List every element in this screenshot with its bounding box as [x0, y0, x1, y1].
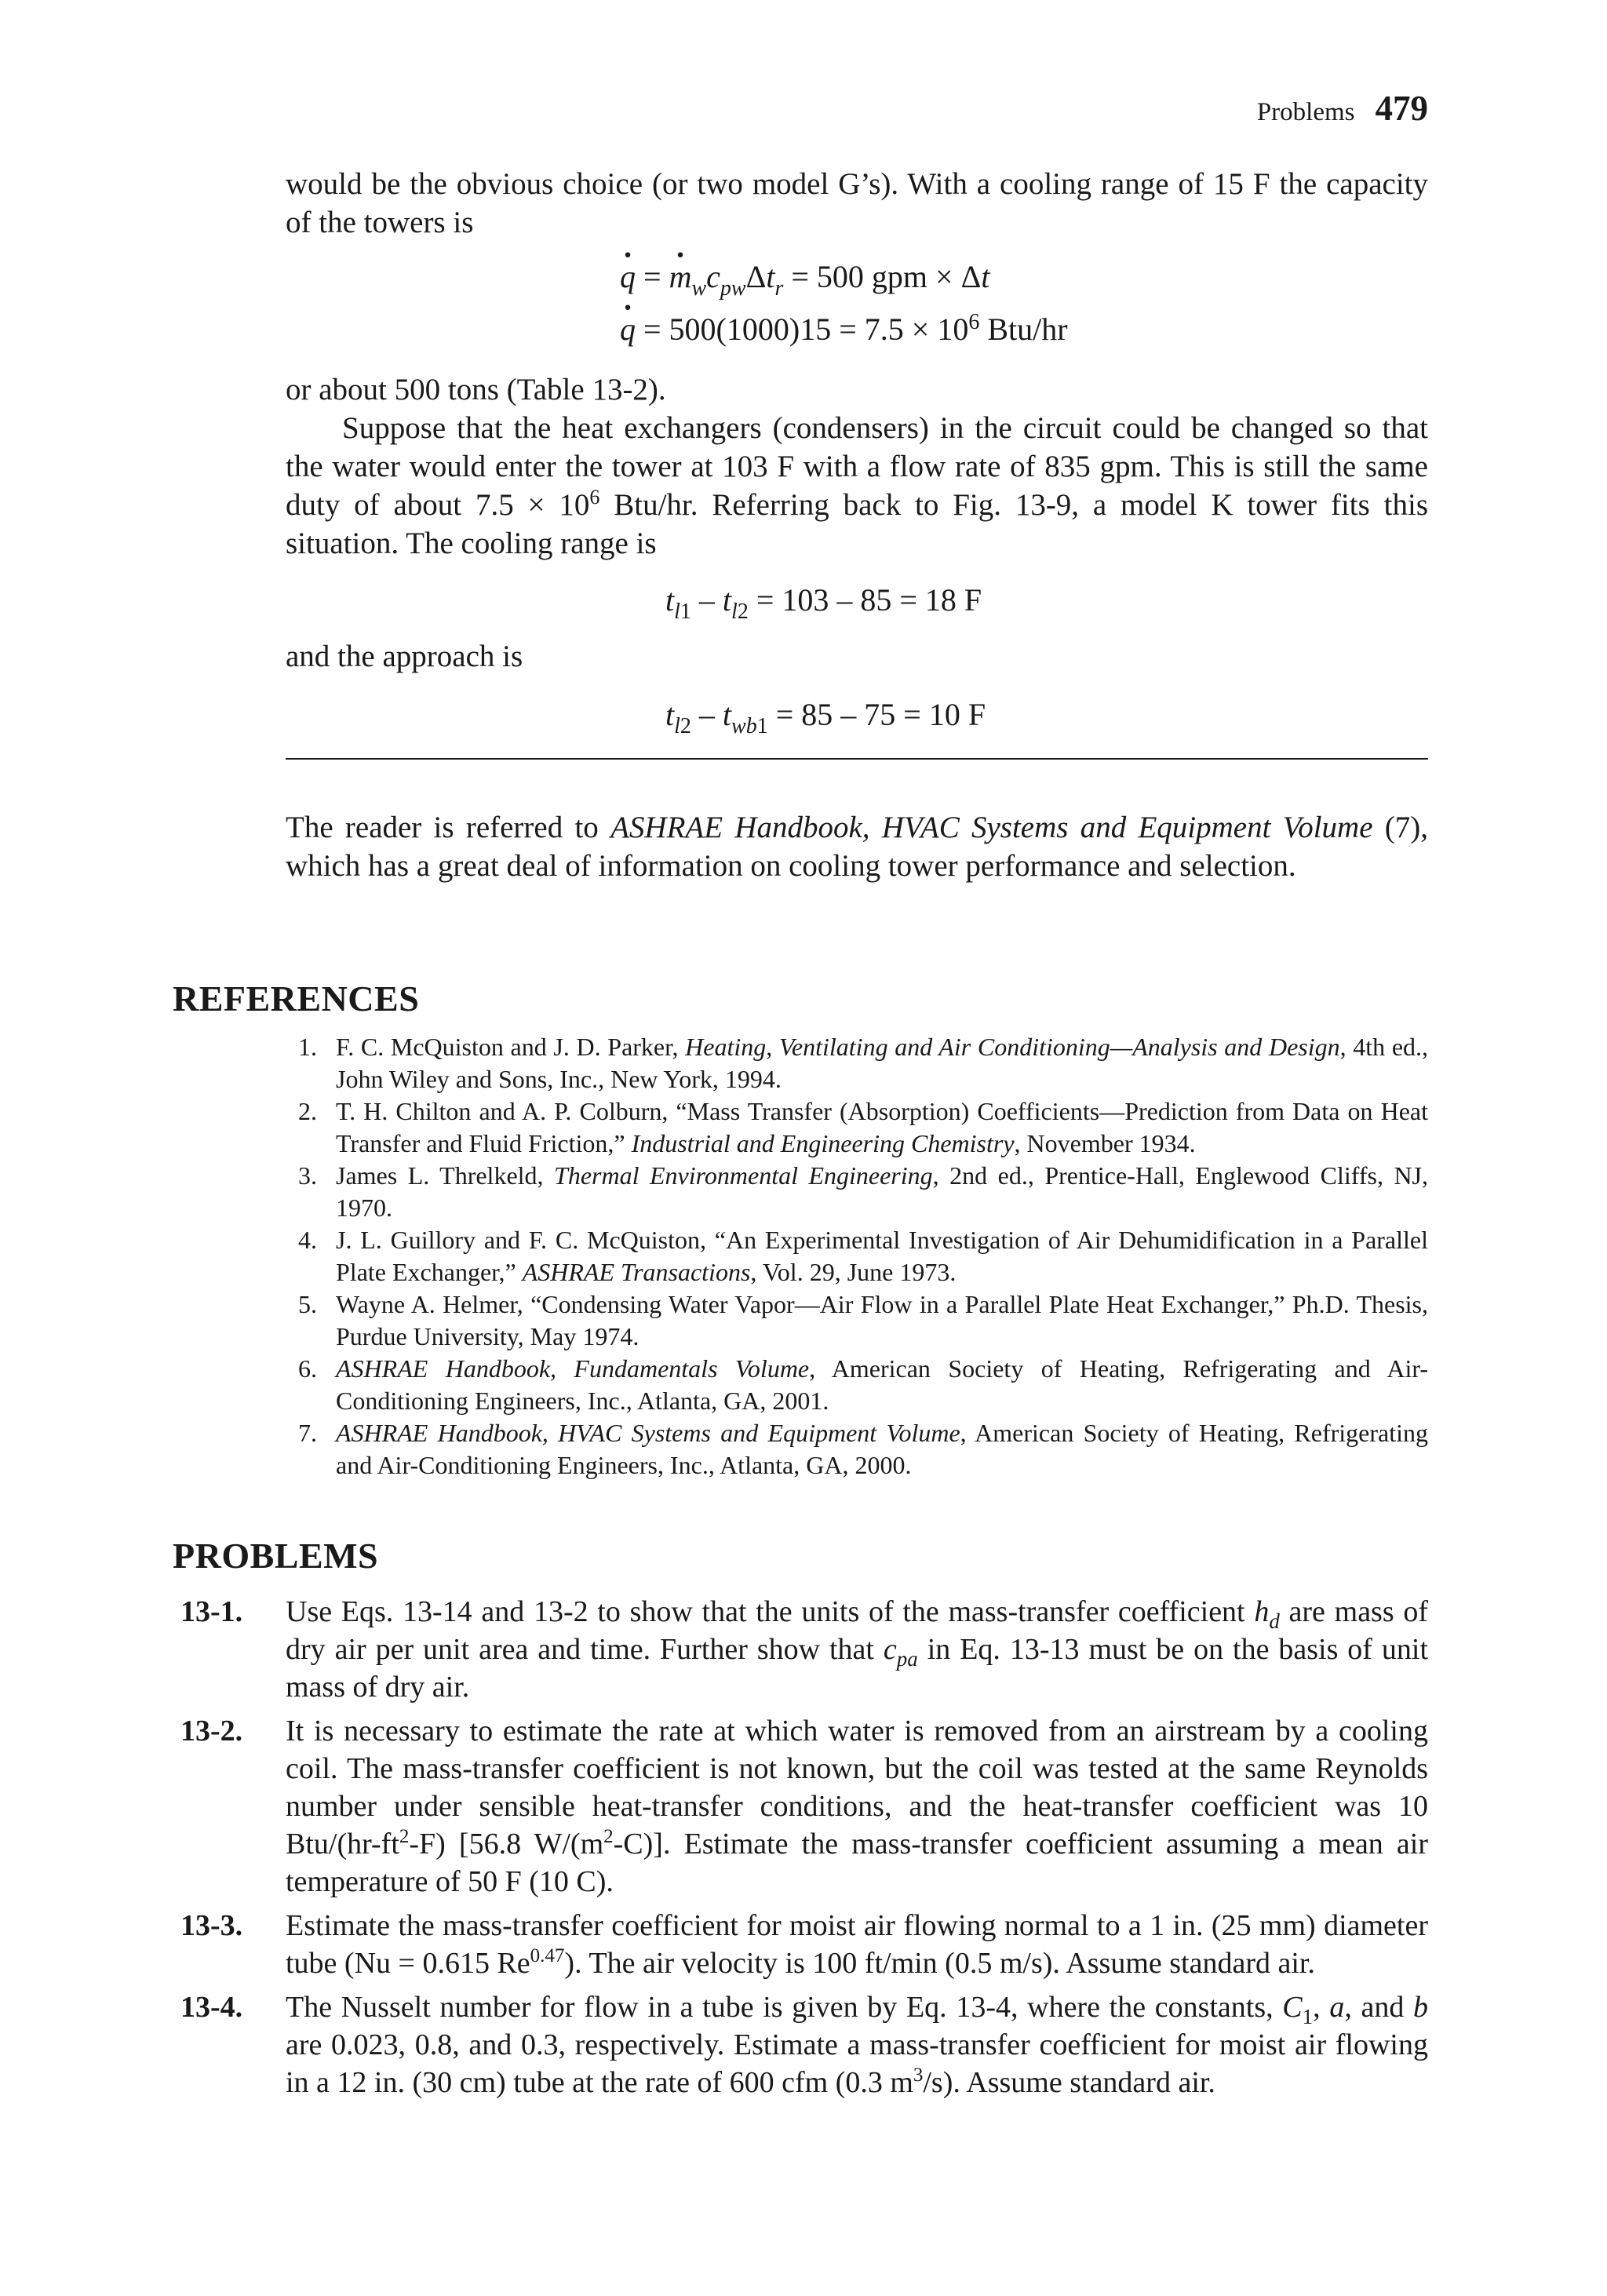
intro-paragraph-5	[286, 808, 1428, 885]
paragraph-text: Suppose that the heat exchangers (condensers) in the circuit could be changed so that the water would enter the tower at 103 F with a flow rate of 835 gpm. This is still the same duty of about $7.5 \times 10^6$ Btu/hr. Referring back to Fig. 13-9, a model K tower fits this situation. The cooling range is	[286, 411, 1428, 560]
reference-number: 6.	[298, 1354, 317, 1383]
problems-list	[173, 1593, 1428, 2108]
equation-capacity-1: q · = $m \cdot_wc_{pw}\Delta t_r = 500$ gpm × Δt	[620, 257, 989, 297]
intro-paragraph-2	[286, 370, 1428, 409]
running-head	[1177, 88, 1428, 129]
example-end-rule	[286, 758, 1428, 760]
problem-13-1: 13-1. Use Eqs. 13-14 and 13-2 to show that the units of the mass-transfer coefficient $h_d$ are mass of dry air per unit area and time. Further show that $c_{pa}$ in Eq. 13-13 must be on the basis of unit mass of dry air.	[173, 1593, 1428, 1706]
paragraph-text: would be the obvious choice (or two model G’s). With a cooling range of 15 F the capacity of the towers is	[286, 167, 1428, 239]
reference-item: 5. Wayne A. Helmer, “Condensing Water Vapor—Air Flow in a Parallel Plate Heat Exchanger,” Ph.D. Thesis, Purdue University, May 1974.	[298, 1290, 1428, 1350]
problem-number: 13-3.	[180, 1909, 243, 1942]
reference-number: 5.	[298, 1290, 317, 1318]
equation-capacity-2: q · = $500(1000)15 = 7.5 \times 10^6$ Btu/hr	[620, 310, 1068, 349]
reference-item: 4. J. L. Guillory and F. C. McQuiston, “An Experimental Investigation of Air Dehumidification in a Parallel Plate Exchanger,” ASHRAE Transactions, Vol. 29, June 1973.	[298, 1226, 1428, 1286]
reference-item: 6. ASHRAE Handbook, Fundamentals Volume, American Society of Heating, Refrigerating and Air-Conditioning Engineers, Inc., Atlanta, GA, 2001.	[298, 1354, 1428, 1415]
paragraph-text: or about 500 tons (Table 13-2).	[286, 373, 666, 406]
reference-number: 4.	[298, 1226, 317, 1254]
equation-cooling-range: $t_{l1} - t_{l2} = 103 - 85 = 18$ F	[665, 582, 982, 624]
page-number: 479	[1375, 89, 1428, 128]
problem-13-3: 13-3. Estimate the mass-transfer coefficient for moist air flowing normal to a 1 in. (25 mm) diameter tube (Nu = 0.615 $Re^{0.47}$). The air velocity is 100 ft/min (0.5 m/s). Assume standard air.	[173, 1907, 1428, 1982]
intro-paragraph-1	[286, 165, 1428, 242]
reference-item: 7. ASHRAE Handbook, HVAC Systems and Equipment Volume, American Society of Heating, Refrigerating and Air-Conditioning Engineers, Inc., Atlanta, GA, 2000.	[298, 1419, 1429, 1479]
paragraph-text: The reader is referred to ASHRAE Handbook, HVAC Systems and Equipment Volume (7), which has a great deal of information on cooling tower performance and selection.	[286, 811, 1429, 883]
reference-number: 7.	[298, 1419, 317, 1447]
problem-13-4: 13-4. The Nusselt number for flow in a tube is given by Eq. 13-4, where the constants, $C_1$, a, and b are 0.023, 0.8, and 0.3, respectively. Estimate a mass-transfer coefficient for moist air flowing in a 12 in. (30 cm) tube at the rate of 600 cfm (0.3 $m^3/s$). Assume standard air.	[173, 1988, 1428, 2101]
references-heading: REFERENCES	[173, 979, 420, 1019]
problems-heading: PROBLEMS	[173, 1536, 379, 1576]
reference-item: 3. James L. Threlkeld, Thermal Environmental Engineering, 2nd ed., Prentice-Hall, Englewood Cliffs, NJ, 1970.	[298, 1161, 1429, 1222]
problem-number: 13-2.	[180, 1715, 243, 1748]
reference-number: 2.	[298, 1097, 317, 1125]
problem-13-2: 13-2. It is necessary to estimate the rate at which water is removed from an airstream by a cooling coil. The mass-transfer coefficient is not known, but the coil was tested at the same Reynolds number under sensible heat-transfer conditions, and the heat-transfer coefficient was 10 Btu/$(hr-ft^2-F)$ [56.8 $W/(m^2-C)$]. Estimate the mass-transfer coefficient assuming a mean air temperature of 50 F (10 C).	[173, 1712, 1428, 1901]
intro-paragraph-4	[286, 637, 1428, 676]
equation-approach: $t_{l2} - t_{wb1} = 85 - 75 = 10$ F	[665, 697, 986, 738]
reference-number: 3.	[298, 1161, 317, 1190]
intro-paragraph-3	[286, 409, 1428, 563]
reference-item: 1. F. C. McQuiston and J. D. Parker, Heating, Ventilating and Air Conditioning—Analysis and Design, 4th ed., John Wiley and Sons, Inc., New York, 1994.	[298, 1033, 1429, 1093]
running-head-title: Problems	[1256, 98, 1355, 126]
reference-item: 2. T. H. Chilton and A. P. Colburn, “Mass Transfer (Absorption) Coefficients—Prediction from Data on Heat Transfer and Fluid Friction,” Industrial and Engineering Chemistry, November 1934.	[298, 1097, 1428, 1157]
problem-number: 13-1.	[180, 1595, 243, 1628]
reference-number: 1.	[298, 1033, 317, 1061]
references-list	[286, 1031, 1428, 1481]
problem-number: 13-4.	[180, 1991, 243, 2024]
paragraph-text: and the approach is	[286, 640, 523, 673]
